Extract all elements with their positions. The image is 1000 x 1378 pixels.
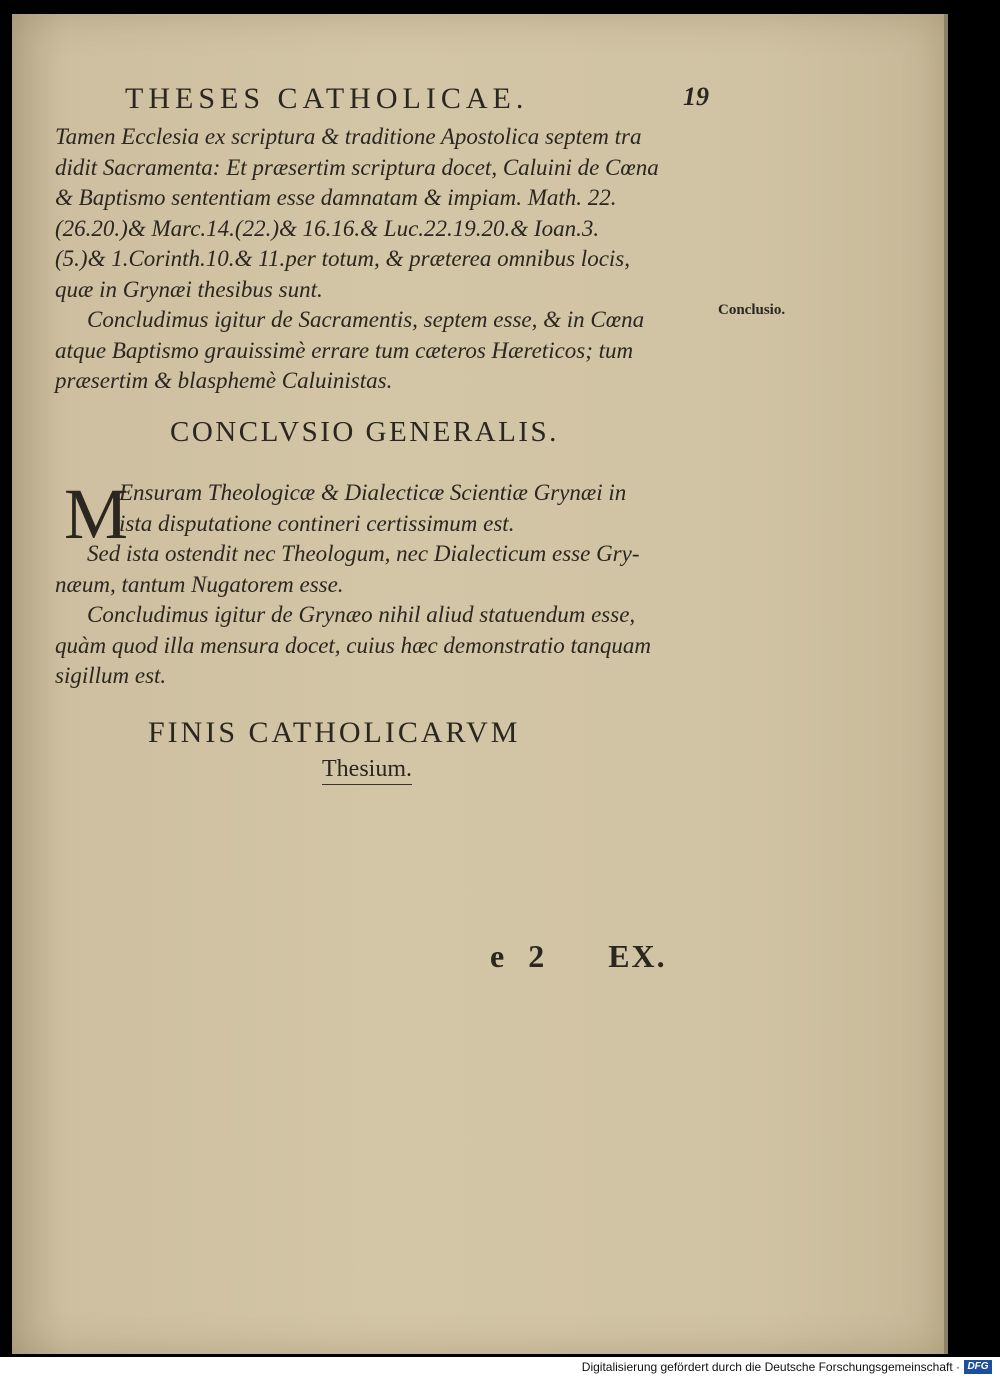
text-line: næum, tantum Nugatorem esse. xyxy=(55,571,344,597)
drop-cap: M xyxy=(64,474,129,554)
signature-number: 2 xyxy=(528,938,547,974)
text-line: & Baptismo sententiam esse damnatam & impiam. Math. 22. xyxy=(55,185,617,210)
text-line: præsertim & blasphemè Caluinistas. xyxy=(55,368,393,393)
text-line: (26.20.)& Marc.14.(22.)& 16.16.& Luc.22.19.20.& Ioan.3. xyxy=(55,215,600,241)
running-head: THESES CATHOLICAE. xyxy=(125,82,529,115)
finis-subtitle: Thesium. xyxy=(322,756,412,785)
signature-mark: e xyxy=(490,938,507,974)
catchword: EX. xyxy=(608,938,667,974)
text-line: didit Sacramenta: Et præsertim scriptura docet, Caluini de Cœna xyxy=(55,154,659,180)
text-line: ista disputatione contineri certissimum est. xyxy=(119,510,515,536)
text-line: Ensuram Theologicæ & Dialecticæ Scientiæ Grynæi in xyxy=(119,480,627,505)
text-line: atque Baptismo grauissimè errare tum cæteros Hæreticos; tum xyxy=(55,337,634,363)
dfg-logo-icon: DFG xyxy=(964,1360,992,1374)
page-number: 19 xyxy=(683,82,709,111)
text-line: Concludimus igitur de Grynæo nihil aliud statuendum esse, xyxy=(87,602,636,627)
finis-title: FINIS CATHOLICARVM xyxy=(148,716,521,749)
funding-credit: Digitalisierung gefördert durch die Deutsche Forschungsgemeinschaft · xyxy=(581,1360,960,1374)
intro-paragraph xyxy=(55,122,745,397)
text-line: quæ in Grynæi thesibus sunt. xyxy=(55,276,323,302)
conclusio-paragraph xyxy=(55,474,745,692)
page-edge xyxy=(944,14,948,1354)
text-line: (5.)& 1.Corinth.10.& 11.per totum, & præterea omnibus locis, xyxy=(55,246,630,271)
text-line: sigillum est. xyxy=(55,663,167,688)
text-line: Concludimus igitur de Sacramentis, septem esse, & in Cœna xyxy=(87,307,645,332)
footer-bar xyxy=(0,1357,1000,1378)
signature-line xyxy=(490,938,667,975)
text-line: quàm quod illa mensura docet, cuius hæc demonstratio tanquam xyxy=(55,632,652,658)
text-line: Tamen Ecclesia ex scriptura & traditione Apostolica septem tra xyxy=(55,124,642,149)
text-line: Sed ista ostendit nec Theologum, nec Dialecticum esse Gry- xyxy=(87,541,640,566)
marginal-note: Conclusio. xyxy=(718,302,786,318)
section-title: CONCLVSIO GENERALIS. xyxy=(170,416,559,448)
